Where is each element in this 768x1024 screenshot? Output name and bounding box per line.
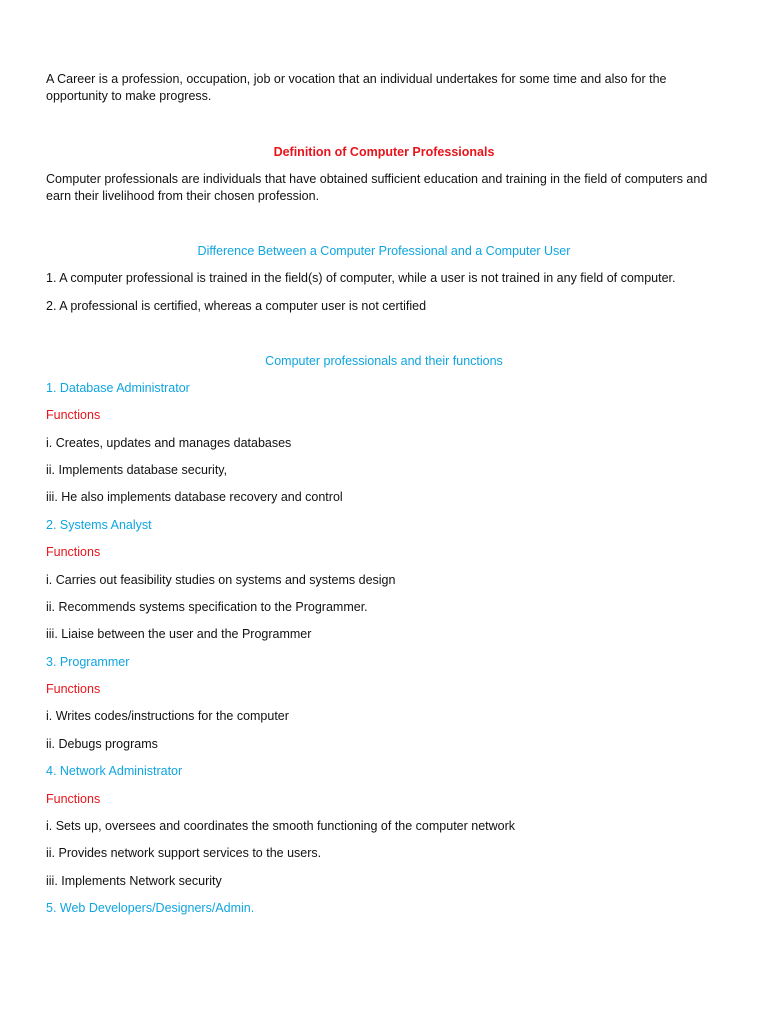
functions-label: Functions — [46, 545, 101, 559]
function-item: i. Carries out feasibility studies on systems and systems design — [46, 573, 396, 587]
function-item: i. Creates, updates and manages databases — [46, 436, 292, 450]
function-item: ii. Implements database security, — [46, 463, 228, 477]
function-item: ii. Provides network support services to the users. — [46, 846, 322, 860]
function-item: iii. Liaise between the user and the Programmer — [46, 627, 312, 641]
definition-heading: Definition of Computer Professionals — [273, 145, 495, 159]
functions-label: Functions — [46, 408, 101, 422]
function-item: iii. Implements Network security — [46, 874, 222, 888]
difference-point-1: 1. A computer professional is trained in the field(s) of computer, while a user is not trained in any field of computer. — [46, 271, 676, 285]
definition-paragraph: Computer professionals are individuals that have obtained sufficient education and training in the field of computers and earn their livelihood from their chosen profession. — [46, 172, 708, 203]
intro-paragraph: A Career is a profession, occupation, job or vocation that an individual undertakes for some time and also for the opportunity to make progress. — [46, 72, 667, 103]
function-item: i. Sets up, oversees and coordinates the smooth functioning of the computer network — [46, 819, 516, 833]
profession-title-web-developers: 5. Web Developers/Designers/Admin. — [46, 901, 255, 915]
functions-label: Functions — [46, 792, 101, 806]
profession-title-network-administrator: 4. Network Administrator — [46, 764, 183, 778]
profession-title-systems-analyst: 2. Systems Analyst — [46, 518, 152, 532]
difference-point-2: 2. A professional is certified, whereas a computer user is not certified — [46, 299, 427, 313]
function-item: ii. Recommends systems specification to the Programmer. — [46, 600, 368, 614]
professionals-heading: Computer professionals and their functions — [265, 354, 503, 368]
difference-heading: Difference Between a Computer Professional and a Computer User — [197, 244, 571, 258]
function-item: i. Writes codes/instructions for the computer — [46, 709, 289, 723]
profession-title-database-administrator: 1. Database Administrator — [46, 381, 190, 395]
function-item: ii. Debugs programs — [46, 737, 158, 751]
profession-title-programmer: 3. Programmer — [46, 655, 130, 669]
function-item: iii. He also implements database recovery and control — [46, 490, 343, 504]
functions-label: Functions — [46, 682, 101, 696]
